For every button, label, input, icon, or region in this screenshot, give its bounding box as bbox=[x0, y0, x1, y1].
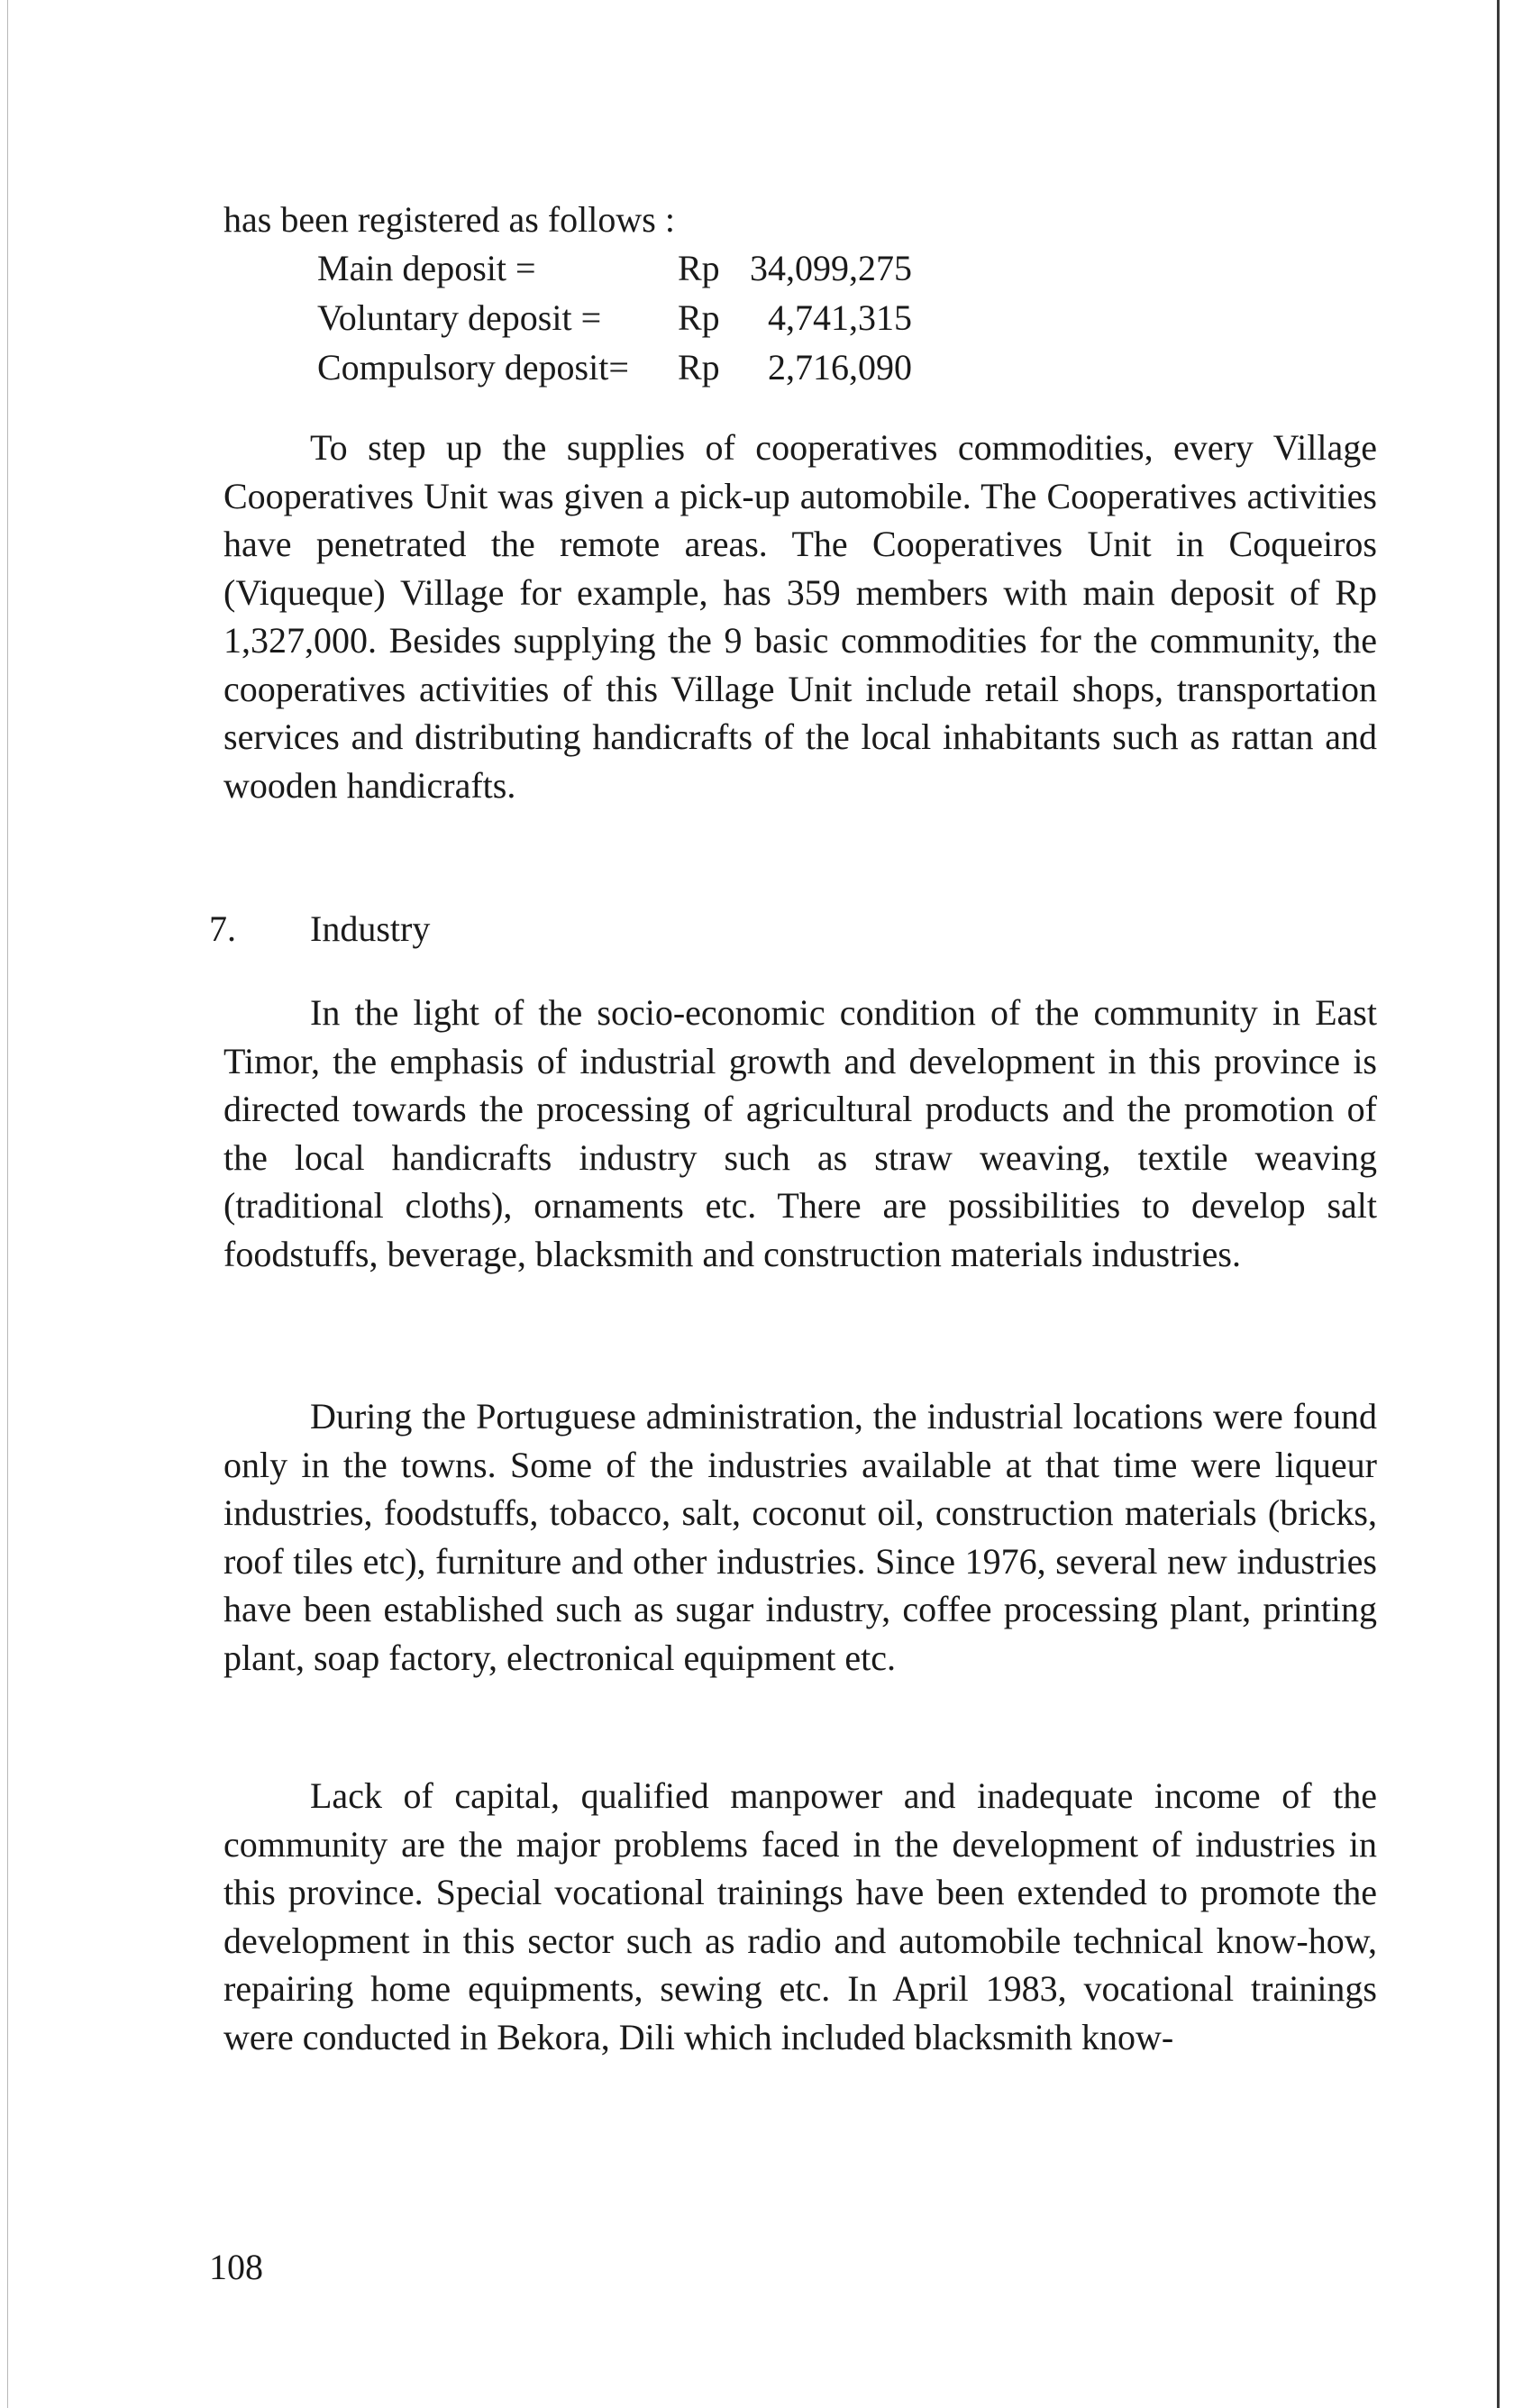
paragraph-industry-intro: In the light of the socio-economic condition of the community in East Timor, the emphasis of industrial growth and development in this province is directed towards the processing of agricultural products and the promotion of the local handicrafts industry such as straw weaving, textile weaving (traditional cloths), ornaments etc. There are possibilities to develop salt foodstuffs, beverage, blacksmith and construction materials industries. bbox=[223, 992, 1377, 1274]
paragraph-portuguese-administration: During the Portuguese administration, the industrial locations were found only in the towns. Some of the industries available at that time were liqueur industries, foodstuffs, tobacco, salt, coconut oil, construction materials (bricks, roof tiles etc), furniture and other industries. Since 1976, several new industries have been established such as sugar industry, coffee processing plant, printing plant, soap factory, electronical equipment etc. bbox=[223, 1396, 1377, 1678]
deposit-label: Voluntary deposit = bbox=[317, 297, 602, 338]
deposit-currency: Rp bbox=[678, 297, 720, 338]
section-heading bbox=[209, 906, 430, 953]
paragraph-problems: Lack of capital, qualified manpower and inadequate income of the community are the major problems faced in the development of industries in this province. Special vocational trainings have been extended to promote the development in this sector such as radio and automobile technical know-how, repairing home equipments, sewing etc. In April 1983, vocational trainings were conducted in Bekora, Dili which included blacksmith know- bbox=[223, 1775, 1377, 2057]
deposit-currency: Rp bbox=[678, 248, 720, 288]
deposit-currency: Rp bbox=[678, 347, 720, 388]
section-title: Industry bbox=[310, 908, 431, 949]
paragraph-cooperatives: To step up the supplies of cooperatives commodities, every Village Cooperatives Unit was given a pick-up automobile. The Cooperatives activities have penetrated the remote areas. The Cooperatives Unit in Coqueiros (Viqueque) Village for example, has 359 members with main deposit of Rp 1,327,000. Besides supplying the 9 basic commodities for the community, the cooperatives activities of this Village Unit include retail shops, transportation services and distributing handicrafts of the local inhabitants such as rattan and wooden handicrafts. bbox=[223, 427, 1377, 806]
section-number: 7. bbox=[209, 908, 236, 949]
deposit-value: 4,741,315 bbox=[768, 297, 912, 338]
scan-edge-right bbox=[1497, 0, 1500, 2408]
intro-line: has been registered as follows : bbox=[223, 199, 675, 240]
deposit-row-compulsory bbox=[317, 342, 912, 392]
deposit-value: 34,099,275 bbox=[750, 248, 912, 288]
scan-edge-left bbox=[7, 0, 8, 2408]
deposit-row-voluntary bbox=[317, 293, 912, 342]
page-number: 108 bbox=[209, 2247, 263, 2287]
deposit-label: Main deposit = bbox=[317, 248, 536, 288]
deposit-list bbox=[317, 243, 912, 392]
deposit-row-main bbox=[317, 243, 912, 293]
deposit-value: 2,716,090 bbox=[768, 347, 912, 388]
deposit-label: Compulsory deposit= bbox=[317, 347, 629, 388]
